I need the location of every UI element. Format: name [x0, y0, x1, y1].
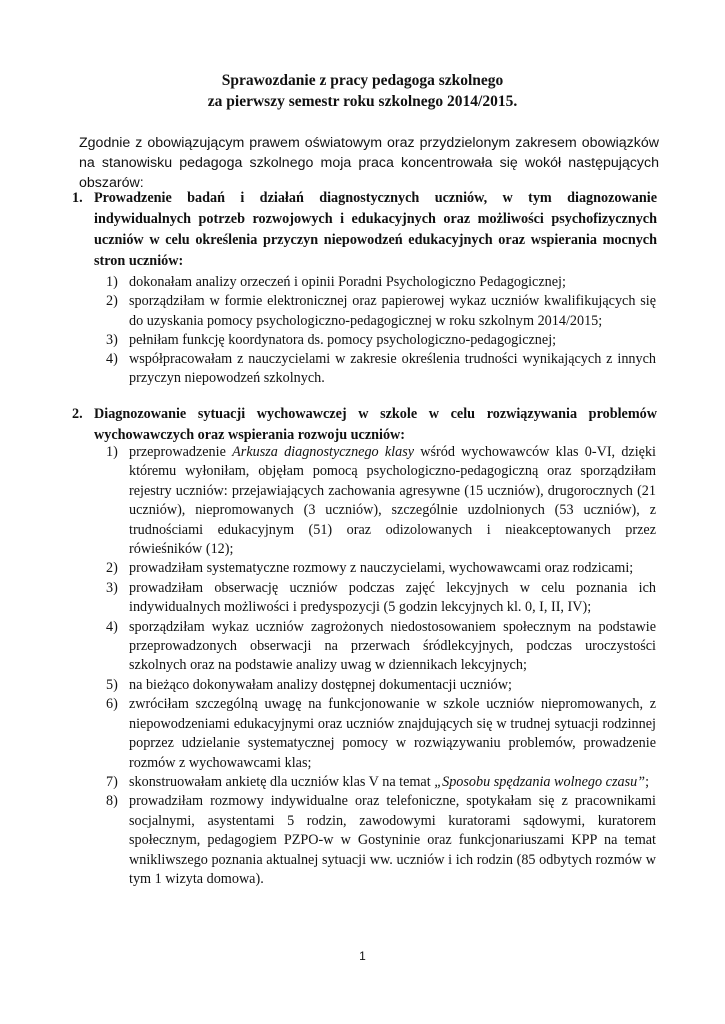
section-2-list	[106, 443, 656, 889]
list-item	[106, 350, 656, 389]
list-item	[106, 273, 656, 292]
list-item-number: 6)	[106, 696, 118, 713]
list-item-text-post: ;	[645, 773, 650, 790]
list-item-text-pre: przeprowadzenie	[129, 444, 233, 460]
section-1-heading	[72, 188, 657, 272]
list-item-number: 8)	[106, 793, 118, 810]
list-item	[106, 292, 656, 331]
list-item	[106, 443, 656, 559]
list-item-number: 5)	[106, 676, 118, 693]
list-item-number: 4)	[106, 618, 118, 635]
list-item-text: prowadziłam rozmowy indywidualne oraz telefoniczne, spotykałam się z pracownikami socjalnymi, asystentami 5 rodzin, zawodowymi kuratorami sądowymi, kuratorem społecznym, pedagogiem PZPO-w w Gostyninie oraz funkcjonariuszami KPP na temat wnikliwszego poznania aktualnej sytuacji ww. uczniów i ich rodzin (85 odbytych rozmów w tym 1 wizyta domowa).	[129, 793, 656, 887]
list-item	[106, 676, 656, 695]
list-item-text: na bieżąco dokonywałam analizy dostępnej dokumentacji uczniów;	[129, 676, 512, 693]
document-title-line-2: za pierwszy semestr roku szkolnego 2014/2015.	[207, 93, 518, 110]
list-item-number: 1)	[106, 274, 118, 290]
list-item-text: sporządziłam w formie elektronicznej oraz papierowej wykaz uczniów kwalifikujących się do uzyskania pomocy psychologiczno-pedagogicznej w roku szkolnym 2014/2015;	[129, 293, 656, 329]
page-number: 1	[359, 949, 366, 963]
list-item-number: 4)	[106, 351, 118, 368]
section-2-heading	[72, 404, 657, 446]
list-item-number: 7)	[106, 773, 118, 790]
list-item-text	[129, 774, 649, 790]
document-title-line-1: Sprawozdanie z pracy pedagoga szkolnego	[221, 72, 504, 89]
intro-paragraph: Zgodnie z obowiązującym prawem oświatowym oraz przydzielonym zakresem obowiązków na stanowisku pedagoga szkolnego moja praca koncentrowała się wokół następujących obszarów:	[79, 135, 659, 191]
list-item-text: pełniłam funkcję koordynatora ds. pomocy psychologiczno-pedagogicznej;	[129, 331, 557, 348]
list-item-text: sporządziłam wykaz uczniów zagrożonych niedostosowaniem społecznym na podstawie przeprowadzonych obserwacji na przerwach śródlekcyjnych, podczas uroczystości szkolnych oraz na podstawie analizy uwag w dziennikach lekcyjnych;	[129, 618, 656, 674]
section-heading-text: Diagnozowanie sytuacji wychowawczej w szkole w celu rozwiązywania problemów wychowawczych oraz wspierania rozwoju uczniów:	[94, 406, 657, 443]
list-item-text-italic: „Sposobu spędzania wolnego czasu”	[434, 773, 646, 790]
list-item	[106, 579, 656, 618]
list-item-number: 1)	[106, 444, 118, 460]
list-item	[106, 773, 656, 792]
list-item-text: współpracowałam z nauczycielami w zakresie określenia trudności wynikających z innych przyczyn niepowodzeń szkolnych.	[129, 351, 656, 387]
list-item	[106, 695, 656, 773]
section-1-list	[106, 273, 656, 389]
section-number: 1.	[72, 190, 83, 206]
list-item-number: 2)	[106, 293, 118, 310]
list-item-text-post: wśród wychowawców klas 0-VI, dzięki któremu wyłoniłam, objęłam pomocą psychologiczno-pedagogiczną oraz sporządziłam rejestry uczniów: przejawiających zachowania agresywne (15 uczniów), drugorocznych (21 uczniów), niepromowanych (3 uczniów), szczególnie uzdolnionych (53 uczniów), z trudnościami edukacyjnym (51) oraz odizolowanych i nieakceptowanych przez rówieśników (12);	[129, 444, 656, 558]
list-item-number: 2)	[106, 560, 118, 577]
list-item-text: zwróciłam szczególną uwagę na funkcjonowanie w szkole uczniów niepromowanych, z niepowodzeniami edukacyjnymi oraz uczniów znajdujących się w trudnej sytuacji rodzinnej poprzez udzielanie systematycznej pomocy w rozwiązywaniu problemów, prowadzenie rozmów z wychowawcami klas;	[129, 696, 656, 771]
list-item-text-pre: skonstruowałam ankietę dla uczniów klas V na temat	[129, 773, 435, 790]
list-item-number: 3)	[106, 579, 118, 596]
list-item	[106, 331, 656, 350]
list-item	[106, 618, 656, 676]
list-item-text: dokonałam analizy orzeczeń i opinii Poradni Psychologiczno Pedagogicznej;	[129, 274, 566, 290]
section-heading-text: Prowadzenie badań i działań diagnostycznych uczniów, w tym diagnozowanie indywidualnych potrzeb rozwojowych i edukacyjnych oraz możliwości psychofizycznych uczniów w celu określenia przyczyn niepowodzeń edukacyjnych oraz wspierania mocnych stron uczniów:	[94, 190, 657, 269]
list-item	[106, 792, 656, 889]
list-item-text	[129, 444, 656, 557]
section-number: 2.	[72, 406, 83, 422]
list-item-text: prowadziłam obserwację uczniów podczas zajęć lekcyjnych w celu poznania ich indywidualnych możliwości i predyspozycji (5 godzin lekcyjnych kl. 0, I, II, IV);	[129, 579, 656, 616]
list-item	[106, 559, 656, 578]
list-item-text-italic: Arkusza diagnostycznego klasy	[232, 444, 415, 460]
list-item-number: 3)	[106, 331, 118, 348]
list-item-text: prowadziłam systematyczne rozmowy z nauczycielami, wychowawcami oraz rodzicami;	[129, 560, 634, 577]
